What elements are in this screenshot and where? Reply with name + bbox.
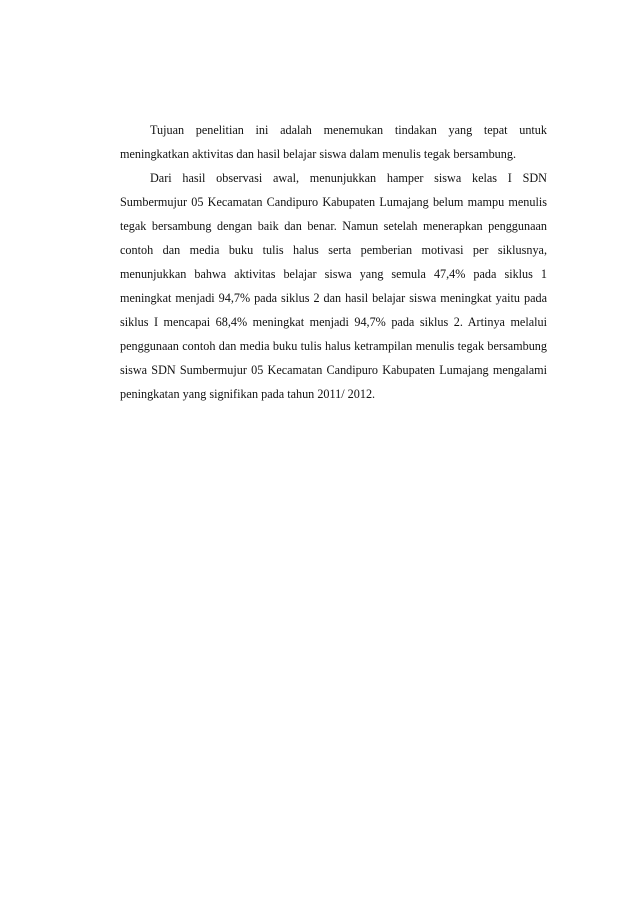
paragraph-results: Dari hasil observasi awal, menunjukkan hamper siswa kelas I SDN Sumbermujur 05 Kecamatan Candipuro Kabupaten Lumajang belum mampu menulis tegak bersambung dengan baik dan benar. Namun setelah menerapkan penggunaan contoh dan media buku tulis halus serta pemberian motivasi per siklusnya, menunjukkan bahwa aktivitas belajar siswa yang semula 47,4% pada siklus 1 meningkat menjadi 94,7% pada siklus 2 dan hasil belajar siswa meningkat yaitu pada siklus I mencapai 68,4% meningkat menjadi 94,7% pada siklus 2. Artinya melalui penggunaan contoh dan media buku tulis halus ketrampilan menulis tegak bersambung siswa SDN Sumbermujur 05 Kecamatan Candipuro Kabupaten Lumajang mengalami peningkatan yang signifikan pada tahun 2011/ 2012. [120,171,547,401]
paragraph-purpose: Tujuan penelitian ini adalah menemukan tindakan yang tepat untuk meningkatkan aktivitas dan hasil belajar siswa dalam menulis tegak bersambung. [120,123,547,161]
abstract-body [120,118,547,406]
